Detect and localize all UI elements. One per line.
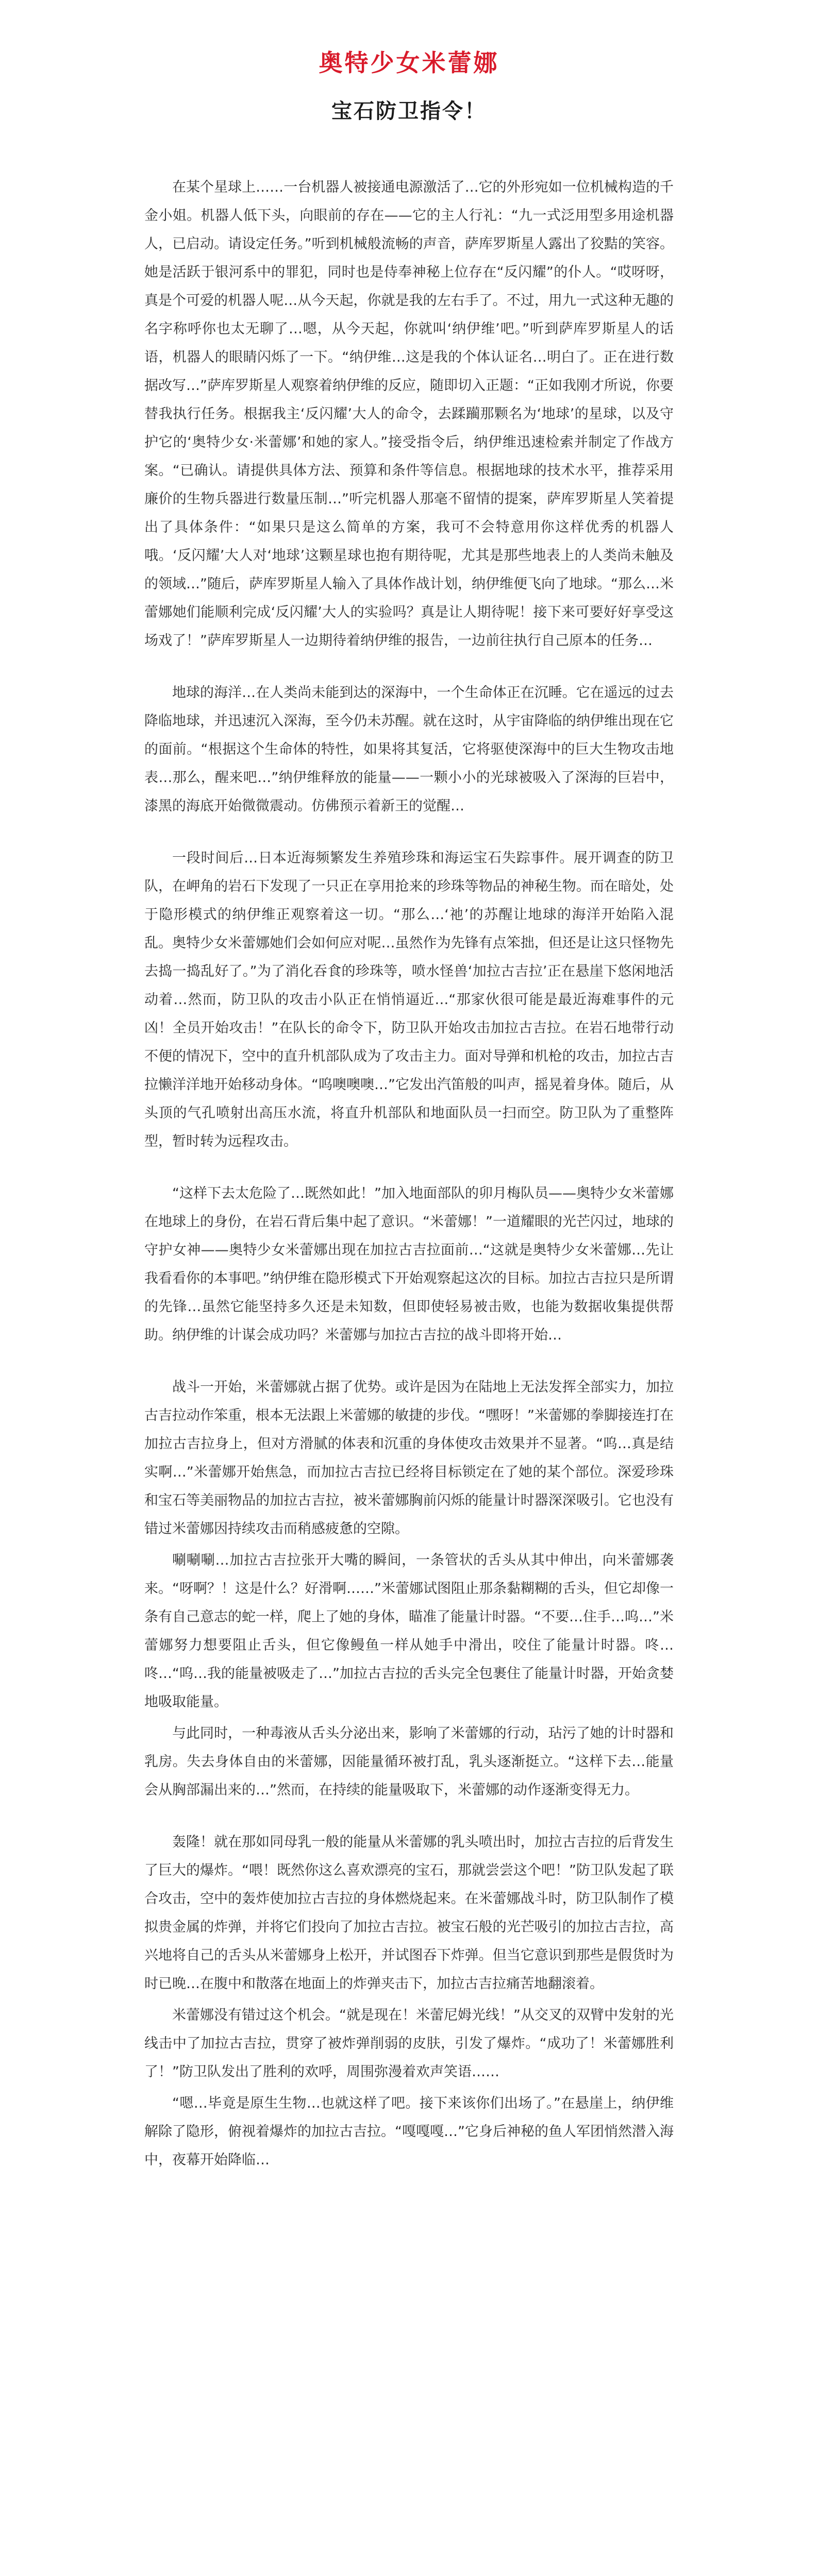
paragraph-4: “这样下去太危险了…既然如此！”加入地面部队的卯月梅队员——奥特少女米蕾娜在地球上的身份，在岩石背后集中起了意识。“米蕾娜！”一道耀眼的光芒闪过，地球的守护女神——奥特少女米蕾娜出现在加拉古吉拉面前…“这就是奥特少女米蕾娜…先让我看看你的本事吧。”纳伊维在隐形模式下开始观察起这次的目标。加拉古吉拉只是所谓的先锋…虽然它能坚持多久还是未知数，但即使轻易被击败，也能为数据收集提供帮助。纳伊维的计谋会成功吗？米蕾娜与加拉古吉拉的战斗即将开始… xyxy=(144,1185,674,1343)
paragraph-1: 在某个星球上……一台机器人被接通电源激活了…它的外形宛如一位机械构造的千金小姐。机器人低下头，向眼前的存在——它的主人行礼：“九一式泛用型多用途机器人，已启动。请设定任务。”听到机械般流畅的声音，萨库罗斯星人露出了狡黠的笑容。她是活跃于银河系中的罪犯，同时也是侍奉神秘上位存在“反闪耀”的仆人。“哎呀呀，真是个可爱的机器人呢…从今天起，你就是我的左右手了。不过，用九一式这种无趣的名字称呼你也太无聊了…嗯，从今天起，你就叫‘纳伊维’吧。”听到萨库罗斯星人的话语，机器人的眼睛闪烁了一下。“纳伊维…这是我的个体认证名…明白了。正在进行数据改写…”萨库罗斯星人观察着纳伊维的反应，随即切入正题：“正如我刚才所说，你要替我执行任务。根据我主‘反闪耀’大人的命令，去蹂躏那颗名为‘地球’的星球，以及守护它的‘奥特少女·米蕾娜’和她的家人。”接受指令后，纳伊维迅速检索并制定了作战方案。“已确认。请提供具体方法、预算和条件等信息。根据地球的技术水平，推荐采用廉价的生物兵器进行数量压制…”听完机器人那毫不留情的提案，萨库罗斯星人笑着提出了具体条件：“如果只是这么简单的方案，我可不会特意用你这样优秀的机器人哦。‘反闪耀’大人对‘地球’这颗星球也抱有期待呢，尤其是那些地表上的人类尚未触及的领域…”随后，萨库罗斯星人输入了具体作战计划，纳伊维便飞向了地球。“那么…米蕾娜她们能顺利完成‘反闪耀’大人的实验吗？真是让人期待呢！接下来可要好好享受这场戏了！”萨库罗斯星人一边期待着纳伊维的报告，一边前往执行自己原本的任务… xyxy=(144,179,674,649)
article-subtitle: 宝石防卫指令！ xyxy=(331,99,487,123)
paragraph-8: 轰隆！就在那如同母乳一般的能量从米蕾娜的乳头喷出时，加拉古吉拉的后背发生了巨大的爆炸。“喂！既然你这么喜欢漂亮的宝石，那就尝尝这个吧！”防卫队发起了联合攻击，空中的轰炸使加拉古吉拉的身体燃烧起来。在米蕾娜战斗时，防卫队制作了模拟贵金属的炸弹，并将它们投向了加拉古吉拉。被宝石般的光芒吸引的加拉古吉拉，高兴地将自己的舌头从米蕾娜身上松开，并试图吞下炸弹。但当它意识到那些是假货时为时已晚…在腹中和散落在地面上的炸弹夹击下，加拉古吉拉痛苦地翻滚着。 xyxy=(144,1834,674,1992)
paragraph-3: 一段时间后…日本近海频繁发生养殖珍珠和海运宝石失踪事件。展开调查的防卫队，在岬角的岩石下发现了一只正在享用抢来的珍珠等物品的神秘生物。而在暗处，处于隐形模式的纳伊维正观察着这一切。“那么…‘祂’的苏醒让地球的海洋开始陷入混乱。奥特少女米蕾娜她们会如何应对呢…虽然作为先锋有点笨拙，但还是让这只怪物先去捣一捣乱好了。”为了消化吞食的珍珠等，喷水怪兽‘加拉古吉拉’正在悬崖下悠闲地活动着…然而，防卫队的攻击小队正在悄悄逼近…“那家伙很可能是最近海难事件的元凶！全员开始攻击！”在队长的命令下，防卫队开始攻击加拉古吉拉。在岩石地带行动不便的情况下，空中的直升机部队成为了攻击主力。面对导弹和机枪的攻击，加拉古吉拉懒洋洋地开始移动身体。“呜噢噢噢…”它发出汽笛般的叫声，摇晃着身体。随后，从头顶的气孔喷射出高压水流，将直升机部队和地面队员一扫而空。防卫队为了重整阵型，暂时转为远程攻击。 xyxy=(144,850,674,1149)
paragraph-9: 米蕾娜没有错过这个机会。“就是现在！米蕾尼姆光线！”从交叉的双臂中发射的光线击中了加拉古吉拉，贯穿了被炸弹削弱的皮肤，引发了爆炸。“成功了！米蕾娜胜利了！”防卫队发出了胜利的欢呼，周围弥漫着欢声笑语…… xyxy=(144,2007,674,2080)
paragraph-5: 战斗一开始，米蕾娜就占据了优势。或许是因为在陆地上无法发挥全部实力，加拉古吉拉动作笨重，根本无法跟上米蕾娜的敏捷的步伐。“嘿呀！”米蕾娜的拳脚接连打在加拉古吉拉身上，但对方滑腻的体表和沉重的身体使攻击效果并不显著。“呜…真是结实啊…”米蕾娜开始焦急，而加拉古吉拉已经将目标锁定在了她的某个部位。深爱珍珠和宝石等美丽物品的加拉古吉拉，被米蕾娜胸前闪烁的能量计时器深深吸引。它也没有错过米蕾娜因持续攻击而稍感疲惫的空隙。 xyxy=(144,1379,674,1537)
paragraph-10: “嗯…毕竟是原生生物…也就这样了吧。接下来该你们出场了。”在悬崖上，纳伊维解除了隐形，俯视着爆炸的加拉古吉拉。“嘎嘎嘎…”它身后神秘的鱼人军团悄然潜入海中，夜幕开始降临… xyxy=(144,2095,674,2168)
article-body xyxy=(144,173,674,2174)
article-title: 奥特少女米蕾娜 xyxy=(319,49,499,77)
paragraph-6: 唰唰唰…加拉古吉拉张开大嘴的瞬间，一条管状的舌头从其中伸出，向米蕾娜袭来。“呀啊？！这是什么？好滑啊……”米蕾娜试图阻止那条黏糊糊的舌头，但它却像一条有自己意志的蛇一样，爬上了她的身体，瞄准了能量计时器。“不要…住手…呜…”米蕾娜努力想要阻止舌头，但它像鳗鱼一样从她手中滑出，咬住了能量计时器。咚…咚…“呜…我的能量被吸走了…”加拉古吉拉的舌头完全包裹住了能量计时器，开始贪婪地吸取能量。 xyxy=(144,1552,674,1710)
paragraph-2: 地球的海洋…在人类尚未能到达的深海中，一个生命体正在沉睡。它在遥远的过去降临地球，并迅速沉入深海，至今仍未苏醒。就在这时，从宇宙降临的纳伊维出现在它的面前。“根据这个生命体的特性，如果将其复活，它将驱使深海中的巨大生物攻击地表…那么，醒来吧…”纳伊维释放的能量——一颗小小的光球被吸入了深海的巨岩中，漆黑的海底开始微微震动。仿佛预示着新王的觉醒… xyxy=(144,685,674,814)
paragraph-7: 与此同时，一种毒液从舌头分泌出来，影响了米蕾娜的行动，玷污了她的计时器和乳房。失去身体自由的米蕾娜，因能量循环被打乱，乳头逐渐挺立。“这样下去…能量会从胸部漏出来的…”然而，在持续的能量吸取下，米蕾娜的动作逐渐变得无力。 xyxy=(144,1725,674,1798)
